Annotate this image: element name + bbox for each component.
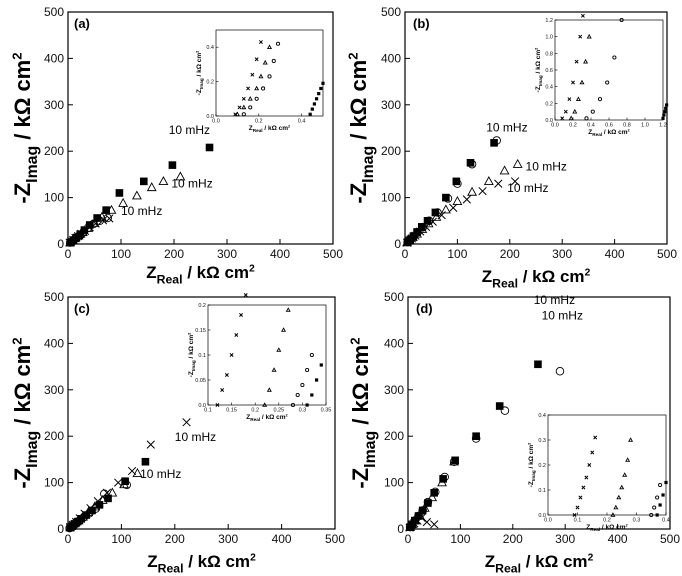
panel-1-inset-xtick-label-1: 0.2 (569, 122, 577, 129)
panel-1-xtick-label-2: 200 (499, 247, 520, 261)
panel-1-inset-xlabel: $Z_{Real}$ / kΩ $cm^2$ (588, 127, 630, 138)
panel-0-inset-xtick-label-1: 0.2 (254, 118, 263, 125)
panel-2-xtick-label-3: 300 (218, 532, 239, 546)
panel-3-ytick-label-0: 0 (397, 522, 404, 536)
panel-2-inset-ylabel: $-Z_{Imag}$ / kΩ $cm^2$ (186, 332, 197, 378)
panel-3-xtick-label-1: 100 (450, 532, 471, 546)
panel-1-inset-xtick-label-5: 1.0 (641, 122, 649, 129)
panel-2-inset-ytick-label-2: 0.1 (198, 353, 206, 359)
panel-0-xtick-label-1: 100 (110, 247, 132, 261)
panel-0-inset-square-square-point-6 (321, 82, 324, 85)
panel-0-ytick-label-2: 200 (43, 144, 64, 159)
panel-2 (10, 290, 346, 575)
panel-3-xtick-label-0: 0 (404, 532, 412, 546)
panel-3-inset-xtick-label-0: 0.0 (544, 517, 552, 524)
panel-2-annotation-0: 10 mHz (174, 429, 217, 444)
panel-1-inset-xtick-label-0: 0.0 (551, 122, 559, 129)
panel-1-inset-ytick-label-4: 0.8 (545, 51, 553, 58)
panel-1-inset-square-square-point-4 (665, 103, 668, 106)
panel-3-xlabel: $Z_{Real}$ / kΩ $cm^2$ (484, 552, 594, 576)
panel-1-cross-cross-point-11 (494, 180, 502, 188)
panel-2-inset-square-square-point-3 (320, 363, 323, 366)
panel-2-cross-cross-point-10 (147, 441, 155, 449)
panel-0-ytick-label-1: 100 (43, 190, 64, 205)
panel-1-triangle-triangle-point-10 (485, 177, 493, 185)
panel-0-inset-square-square-point-4 (317, 92, 320, 95)
panel-0-inset-ytick-label-2: 0.4 (206, 45, 214, 52)
panel-2-square-square-point-10 (142, 458, 150, 466)
panel-2-ylabel: $-Z_{Imag}$ / kΩ $cm^2$ (9, 337, 42, 489)
panel-1-xtick-label-1: 100 (447, 247, 468, 261)
panel-2-inset-ytick-label-4: 0.2 (198, 303, 206, 309)
panel-0-annotation-0: 10 mHz (168, 123, 211, 138)
panel-1-cross-cross-point-9 (463, 196, 471, 204)
panel-3-inset-xlabel: $Z_{Real}$ / kΩ $cm^2$ (586, 522, 628, 533)
panel-0-inset-frame (216, 30, 323, 116)
panel-3-inset-xtick-label-3: 0.3 (632, 517, 641, 524)
panel-1-inset-frame (555, 20, 663, 120)
panel-0-inset-square-square-point-3 (315, 97, 318, 100)
panel-3-inset-xtick-label-2: 0.2 (603, 517, 611, 524)
panel-2-xlabel: $Z_{Real}$ / kΩ $cm^2$ (147, 552, 256, 576)
panel-2-inset-xlabel: $Z_{Real}$ / kΩ $cm^2$ (246, 412, 288, 423)
panel-0-inset-ytick-label-0: 0.0 (206, 114, 214, 120)
panel-2-ytick-label-5: 500 (43, 290, 64, 304)
panel-3-circle-circle-point-11 (556, 367, 564, 375)
panel-0 (10, 5, 344, 286)
panel-0-inset (195, 30, 325, 133)
panel-2-xtick-label-0: 0 (64, 532, 72, 546)
panel-3-label: (d) (416, 301, 433, 316)
panel-3-inset-xtick-label-1: 0.1 (573, 517, 582, 524)
panel-2-xtick-label-5: 500 (324, 532, 346, 546)
panel-3-annotation-1: 10 mHz (541, 308, 583, 323)
panel-2-ytick-label-1: 100 (43, 475, 64, 490)
panel-1-ytick-label-4: 400 (380, 51, 401, 66)
panel-3-ytick-label-3: 300 (383, 382, 404, 397)
panel-1-triangle-triangle-point-7 (442, 205, 450, 213)
panel-2-ytick-label-3: 300 (43, 382, 64, 397)
panel-2-label: (c) (74, 301, 90, 316)
panel-1-inset-xtick-label-3: 0.6 (605, 122, 613, 129)
panel-3-square-square-point-10 (496, 402, 504, 410)
panel-3-inset-xtick-label-4: 0.4 (662, 517, 670, 524)
panel-2-xtick-label-2: 200 (164, 532, 185, 546)
panel-3-xtick-label-4: 400 (607, 532, 628, 546)
panel-1-cross-cross-point-8 (449, 204, 457, 212)
panel-1-inset-square-square-point-0 (661, 117, 664, 120)
panel-1-inset-ytick-label-6: 1.2 (545, 18, 553, 24)
panel-3-cross-cross-point-6 (430, 521, 438, 529)
panel-0-xtick-label-0: 0 (64, 247, 72, 261)
panel-1-inset-square-square-point-2 (663, 110, 666, 113)
panel-0-square-square-point-8 (116, 189, 124, 197)
panel-3-ytick-label-4: 400 (383, 336, 404, 351)
panel-0-ytick-label-4: 400 (43, 51, 64, 66)
panel-3-cross-cross-point-5 (423, 518, 431, 526)
panel-0-square-square-point-11 (206, 144, 214, 152)
panel-2-ytick-label-4: 400 (43, 336, 64, 351)
panel-0-xlabel: $Z_{Real}$ / kΩ $cm^2$ (146, 263, 255, 287)
panel-1-annotation-2: 10 mHz (507, 181, 549, 196)
panel-0-ytick-label-0: 0 (57, 237, 64, 251)
panel-0-annotation-1: 10 mHz (171, 176, 213, 191)
panel-2-inset-square-square-point-2 (315, 378, 318, 381)
panel-1-triangle-triangle-point-8 (453, 197, 461, 205)
panel-1-xtick-label-0: 0 (401, 247, 409, 261)
panel-0-inset-ylabel: $-Z_{Imag}$ / kΩ $cm^2$ (194, 50, 205, 96)
panel-1-triangle-triangle-point-12 (513, 160, 521, 168)
panel-2-inset-xtick-label-2: 0.2 (251, 407, 260, 414)
panel-2-ytick-label-0: 0 (57, 522, 64, 536)
panel-0-triangle-triangle-point-10 (133, 191, 141, 199)
panel-1-inset-square-square-point-1 (662, 113, 665, 116)
panel-3-square-square-point-11 (534, 360, 542, 368)
panel-0-ytick-label-5: 500 (43, 5, 64, 19)
panel-0-xtick-label-5: 500 (322, 247, 344, 261)
panel-3-inset-ytick-label-3: 0.3 (538, 438, 546, 444)
panel-1-inset-ytick-label-1: 0.2 (545, 101, 553, 108)
panel-0-square-square-point-10 (169, 161, 177, 169)
panel-3-inset-ytick-label-0: 0.0 (538, 513, 546, 519)
panel-1-ytick-label-1: 100 (380, 190, 401, 205)
panel-2-inset-frame (208, 305, 326, 405)
panel-0-ytick-label-3: 300 (43, 97, 64, 112)
panel-1-inset-xtick-label-6: 1.2 (659, 122, 667, 129)
panel-1-triangle-triangle-point-11 (500, 166, 508, 174)
panel-0-inset-ytick-label-1: 0.2 (206, 79, 214, 86)
panel-1-inset-square-square-point-3 (664, 107, 667, 110)
panel-0-inset-xtick-label-0: 0.0 (212, 118, 220, 125)
panel-3-inset-square-square-point-3 (664, 481, 667, 484)
panel-1-ylabel: $-Z_{Imag}$ / kΩ $cm^2$ (345, 52, 378, 204)
panel-3-ylabel: $-Z_{Imag}$ / kΩ $cm^2$ (347, 337, 380, 489)
panel-2-inset-ytick-label-0: 0.0 (198, 403, 206, 409)
panel-0-inset-xlabel: $Z_{Real}$ / kΩ $cm^2$ (248, 123, 291, 134)
panel-0-annotation-2: 10 mHz (121, 204, 163, 219)
panel-1-inset-ytick-label-3: 0.6 (545, 68, 553, 74)
panel-1-annotation-0: 10 mHz (486, 120, 528, 135)
panel-1-ytick-label-3: 300 (380, 97, 401, 112)
panel-1-cross-cross-point-10 (479, 187, 487, 195)
panel-3-inset-square-square-point-2 (661, 493, 664, 496)
panel-2-inset-xtick-label-0: 0.1 (204, 407, 212, 414)
panel-3-inset-frame (548, 415, 666, 515)
panel-3-ytick-label-5: 500 (383, 290, 404, 304)
panel-1-inset-ylabel: $-Z_{Imag}$ / kΩ $cm^2$ (533, 47, 544, 93)
panel-3-xtick-label-5: 500 (659, 532, 681, 546)
panel-3-inset-ytick-label-2: 0.2 (538, 463, 546, 469)
panel-2-annotation-1: 10 mHz (140, 466, 182, 481)
panel-0-series-square (67, 144, 213, 247)
panel-1-xtick-label-3: 300 (552, 247, 573, 261)
panel-1-inset-ytick-label-2: 0.4 (545, 84, 553, 91)
panel-2-inset-ytick-label-1: 0.05 (195, 378, 206, 384)
panel-0-xtick-label-2: 200 (163, 247, 185, 261)
panel-3-series-triangle (406, 457, 458, 530)
panel-0-label: (a) (74, 16, 90, 31)
panel-3-inset-square-square-point-0 (656, 513, 659, 516)
panel-1-triangle-triangle-point-9 (468, 188, 476, 196)
panel-2-inset (187, 293, 332, 422)
panel-1-xtick-label-5: 500 (656, 247, 678, 261)
panel-3-ytick-label-2: 200 (383, 429, 404, 444)
panel-1-label: (b) (413, 16, 430, 31)
panel-1-inset-xtick-label-4: 0.8 (623, 122, 631, 129)
panel-1-annotation-1: 10 mHz (525, 159, 567, 174)
panel-1-ytick-label-5: 500 (380, 5, 401, 19)
panel-2-inset-cross-cross-point-6 (244, 293, 247, 296)
panel-1-inset (534, 14, 669, 137)
panel-3-inset-ylabel: $-Z_{Imag}$ / kΩ $cm^2$ (526, 442, 537, 488)
panel-1-inset-ytick-label-0: 0.0 (545, 118, 553, 124)
panel-1-inset-ytick-label-5: 1.0 (545, 34, 553, 41)
panel-3-inset-ytick-label-1: 0.1 (538, 488, 546, 494)
panel-1-xlabel: $Z_{Real}$ / kΩ $cm^2$ (481, 267, 591, 291)
panel-3-xtick-label-3: 300 (555, 532, 576, 546)
panel-3 (348, 290, 681, 575)
panel-1-inset-cross-cross-point-6 (581, 14, 584, 17)
panel-3-inset-ytick-label-4: 0.4 (538, 413, 546, 419)
panel-0-xtick-label-3: 300 (216, 247, 238, 261)
panel-3-inset (527, 413, 670, 532)
panel-3-ytick-label-1: 100 (383, 475, 404, 490)
panel-2-xtick-label-4: 400 (271, 532, 292, 546)
panel-0-inset-xtick-label-2: 0.4 (297, 118, 306, 125)
panel-2-cross-cross-point-11 (183, 418, 191, 426)
panel-2-inset-ytick-label-3: 0.15 (195, 328, 206, 334)
panel-3-circle-circle-point-10 (501, 407, 509, 415)
panel-0-square-square-point-9 (140, 178, 148, 186)
panel-2-xtick-label-1: 100 (111, 532, 132, 546)
panel-3-inset-square-square-point-1 (659, 503, 662, 506)
panel-2-inset-xtick-label-3: 0.25 (273, 407, 285, 414)
panel-2-inset-square-square-point-1 (310, 393, 313, 396)
panel-1-inset-xtick-label-2: 0.4 (587, 122, 595, 129)
panel-1 (346, 5, 678, 290)
panel-0-ylabel: $-Z_{Imag}$ / kΩ $cm^2$ (9, 52, 42, 204)
panel-1-ytick-label-0: 0 (394, 237, 401, 251)
panel-2-inset-xtick-label-4: 0.3 (298, 407, 307, 414)
panel-1-ytick-label-2: 200 (380, 144, 401, 159)
panel-0-triangle-triangle-point-12 (159, 177, 167, 185)
panel-2-inset-square-square-point-0 (306, 403, 309, 406)
panel-3-annotation-0: 10 mHz (533, 292, 576, 307)
panel-0-inset-square-square-point-0 (309, 113, 312, 116)
panel-0-xtick-label-4: 400 (269, 247, 291, 261)
panel-3-xtick-label-2: 200 (502, 532, 523, 546)
panel-0-triangle-triangle-point-11 (148, 183, 156, 191)
panel-0-inset-square-square-point-1 (311, 108, 314, 111)
panel-0-inset-square-square-point-5 (319, 87, 322, 90)
panel-2-inset-xtick-label-5: 0.35 (320, 407, 332, 414)
panel-2-inset-xtick-label-1: 0.15 (226, 407, 237, 414)
panel-2-ytick-label-2: 200 (43, 429, 64, 444)
panel-0-inset-square-square-point-2 (313, 102, 316, 105)
panel-1-xtick-label-4: 400 (604, 247, 625, 261)
